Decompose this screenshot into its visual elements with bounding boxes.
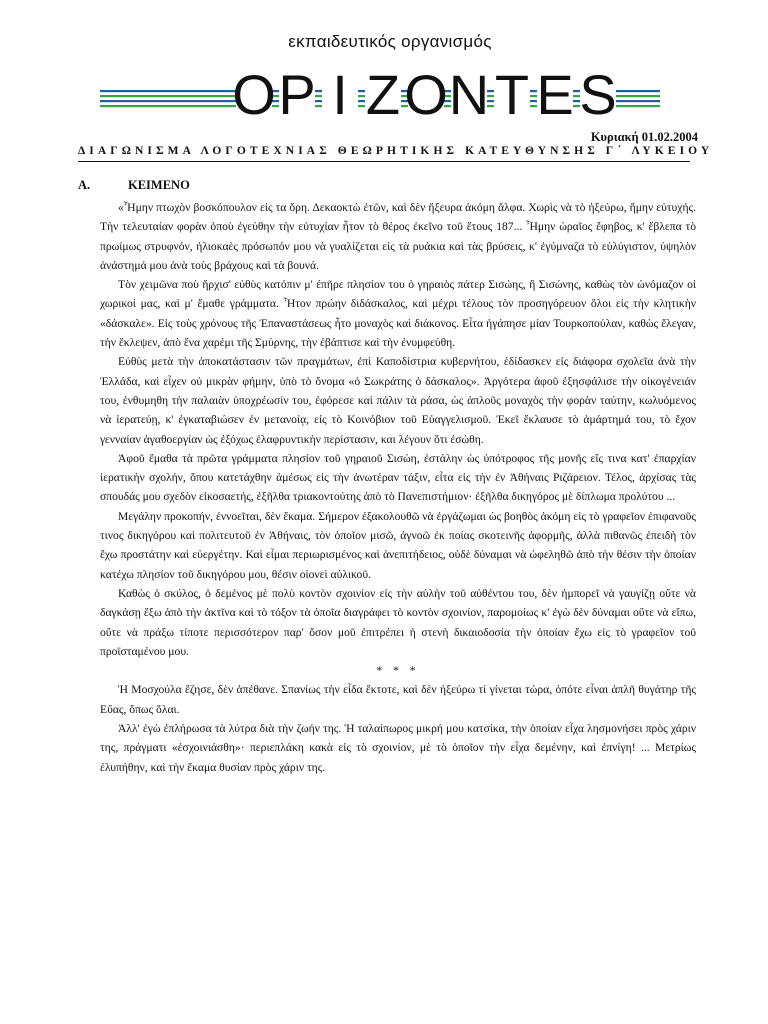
brand-letter: O bbox=[232, 63, 276, 123]
brand-letter: N bbox=[448, 63, 490, 123]
exam-date: Κυριακή 01.02.2004 bbox=[590, 130, 698, 144]
brand-letter: T bbox=[494, 63, 530, 123]
section-heading bbox=[78, 178, 190, 193]
brand-letter: S bbox=[579, 63, 617, 123]
title-divider bbox=[78, 161, 690, 162]
paragraph: Ἀφοῦ ἔμαθα τὰ πρῶτα γράμματα πλησίον τοῦ γηραιοῦ Σισώη, ἐστάλην ὡς ὑπότροφος τῆς μονῆς εἴς τινα κατ' ἐπαρχίαν ἱερατικὴν σχολήν, ὅπου κατετάχθην ἀμέσως εἰς τὴν ἀνωτέραν τάξιν, εἶτα εἰς τὴν ἐν Ἀθήναις Ριζάρειον. Τέλος, ἀρχίσας τὰς σπουδάς μου σχεδὸν εἰκοσαετής, ἐξῆλθα τριακοντούτης ἀπὸ τὸ Πανεπιστήμιον· ἐξῆλθα δικηγόρος μὲ δίπλωμα προλύτου ... bbox=[100, 451, 696, 504]
brand-wordmark bbox=[232, 62, 616, 123]
brand-letter: Z bbox=[365, 63, 401, 123]
main-text bbox=[100, 198, 696, 777]
section-title: ΚΕΙΜΕΝΟ bbox=[128, 178, 190, 192]
paragraph: Τὸν χειμῶνα ποὺ ἤρχισ' εὐθὺς κατόπιν μ' ἐπῆρε πλησίον του ὁ γηραιὸς πάτερ Σισώης, ἢ Σισώνης, καθὼς τὸν ὠνόμαζον οἱ χωρικοί μας, καὶ μ' ἔμαθε γράμματα. Ἦτον πρώην διδάσκαλος, καὶ μέχρι τέλους τὸν προσηγόρευον ὅλοι εἰς τὴν κλητικὴν «δάσκαλε». Εἰς τοὺς χρόνους τῆς Ἐπαναστάσεως ἦτο μοναχὸς καὶ διάκονος. Εἶτα ἠγάπησε μίαν Τουρκοπούλαν, καθὼς ἔλεγαν, τὴν ἔκλεψεν, ἀπὸ ἕνα χαρέμι τῆς Σμύρνης, τὴν ἐβάπτισε καὶ τὴν ἐνυμφεύθη. bbox=[100, 278, 696, 350]
brand-letter: I bbox=[332, 63, 348, 123]
paragraph: Καθὼς ὁ σκύλος, ὁ δεμένος μὲ πολὺ κοντὸν σχοινίον εἰς τὴν αὐλὴν τοῦ αὐθέντου του, δὲν ἠμπορεῖ νὰ γαυγίζῃ οὔτε νὰ δαγκάσῃ ἔξω ἀπὸ τὴν ἀκτῖνα καὶ τὸ τόξον τὰ ὁποῖα διαγράφει τὸ κοντὸν σχοινίον, παρομοίως κ' ἐγὼ δὲν δύναμαι οὔτε νὰ εἴπω, οὔτε νὰ πράξω τίποτε περισσότερον παρ' ὅσον μοῦ ἐπιτρέπει ἡ στενὴ δικαιοδοσία τὴν ὁποίαν ἔχω εἰς τὸ γραφεῖον τοῦ προϊσταμένου μου. bbox=[100, 586, 696, 658]
brand-letter: E bbox=[536, 63, 574, 123]
exam-title: ΔΙΑΓΩΝΙΣΜΑ ΛΟΓΟΤΕΧΝΙΑΣ ΘΕΩΡΗΤΙΚΗΣ ΚΑΤΕΥΘΥΝΣΗΣ Γ΄ ΛΥΚΕΙΟΥ bbox=[78, 145, 714, 157]
paragraph: Μεγάλην προκοπήν, ἐννοεῖται, δὲν ἔκαμα. Σήμερον ἐξακολουθῶ νὰ ἐργάζωμαι ὡς βοηθὸς ἀκόμη εἰς τὸ γραφεῖον ἐπιφανοῦς τινος δικηγόρου καὶ πολιτευτοῦ ἐν Ἀθήναις, τὸν ὁποῖον μισῶ, ἀγνοῶ ἐκ ποίας σκοτεινῆς ἀφορμῆς, ἀλλὰ πιθανῶς ἐπειδὴ τὸν ἔχω προστάτην καὶ εὐεργέτην. Καὶ εἶμαι περιωρισμένος καὶ ἀνεπιτήδειος, οὐδὲ δύναμαι νὰ ὠφεληθῶ ἀπὸ τὴν θέσιν τὴν ὁποίαν κατέχω πλησίον τοῦ δικηγόρου μου, θέσιν οἱονεὶ αὐλικοῦ. bbox=[100, 509, 696, 581]
section-letter: Α. bbox=[78, 178, 91, 192]
section-separator: * * * bbox=[376, 664, 420, 678]
header bbox=[0, 28, 768, 128]
brand-letter: O bbox=[404, 63, 448, 123]
paragraph: Ἡ Μοσχούλα ἔζησε, δὲν ἀπέθανε. Σπανίως τὴν εἶδα ἔκτοτε, καὶ δὲν ἠξεύρω τί γίνεται τώρα, ὁπότε εἶναι ἁπλῆ θυγάτηρ τῆς Εὔας, ὅπως ὅλαι. bbox=[100, 683, 696, 716]
brand-logo bbox=[90, 48, 680, 123]
organization-name: εκπαιδευτικός οργανισμός bbox=[288, 32, 492, 51]
paragraph: «Ἦμην πτωχὸν βοσκόπουλον εἰς τα ὄρη. Δεκαοκτὼ ἐτῶν, καὶ δὲν ἤξευρα ἀκόμη ἄλφα. Χωρὶς νὰ τὸ ἠξεύρω, ἤμην εὐτυχής. Τὴν τελευταίαν φορὰν ὁποὺ ἐγεύθην τὴν εὐτυχίαν ἦτον τὸ θέρος ἐκεῖνο τοῦ ἔτους 187... Ἦμην ὡραῖος ἔφηβος, κ' ἔβλεπα τὸ πρωίμως στρυφνόν, ἡλιοκαὲς πρόσωπόν μου νὰ γυαλίζεται εἰς τὰ ρυάκια καὶ τὰς βρύσεις, κ' ἐγύμναζα τὸ εὐλύγιστον, ὑψηλὸν ἀνάστημά μου ἀνὰ τοὺς βράχους καὶ τὰ βουνά. bbox=[100, 201, 696, 272]
paragraph: Εὐθὺς μετὰ τὴν ἀποκατάστασιν τῶν πραγμάτων, ἐπὶ Καποδίστρια κυβερνήτου, ἐδίδασκεν εἰς διάφορα σχολεῖα ἀνὰ τὴν Ἑλλάδα, καὶ εἶχεν οὐ μικρὰν φήμην, ὑπὸ τὸ ὄνομα «ὁ Σωκράτης ὁ δάσκαλος». Ἀργότερα ἀφοῦ ἐξησφάλισε τὴν οἰκογένειάν του, ἐνθυμηθη τὴν παλαιὰν ὑποχρέωσίν του, ἐφόρεσε καὶ πάλιν τὰ ράσα, ὡς ἁπλοῦς μοναχὸς τὴν φορὰν ταύτην, κωλυόμενος νὰ ἱερατεύῃ, κ' ἐγκαταβιώσεν ἐν μετανοίᾳ, εἰς τὸ Κοινόβιον τοῦ Εὐαγγελισμοῦ. Ἐκεῖ ἔκλαυσε τὸ ἁμάρτημά του, τὸ ἔχον γενναίαν ἀγαθοεργίαν ὡς ἐξόχως ἐλαφρυντικὴν περίστασιν, και λέγουν ὅτι ἐσώθη. bbox=[100, 355, 696, 446]
paragraph: Ἀλλ' ἐγὼ ἐπλήρωσα τὰ λύτρα διὰ τὴν ζωήν της. Ἡ ταλαίπωρος μικρή μου κατσίκα, τὴν ὁποίαν εἶχα λησμονήσει πρὸς χάριν της, πράγματι «ἐσχοινιάσθη»· περιεπλάκη κακὰ εἰς τὸ σχοινίον, μὲ τὸ ὁποῖον τὴν εἶχα δεμένην, καὶ ἐπνίγη! ... Μετρίως ἐλυπήθην, καὶ τὴν ἔκαμα θυσίαν πρὸς χάριν της. bbox=[100, 722, 696, 774]
brand-letter: P bbox=[278, 63, 316, 123]
